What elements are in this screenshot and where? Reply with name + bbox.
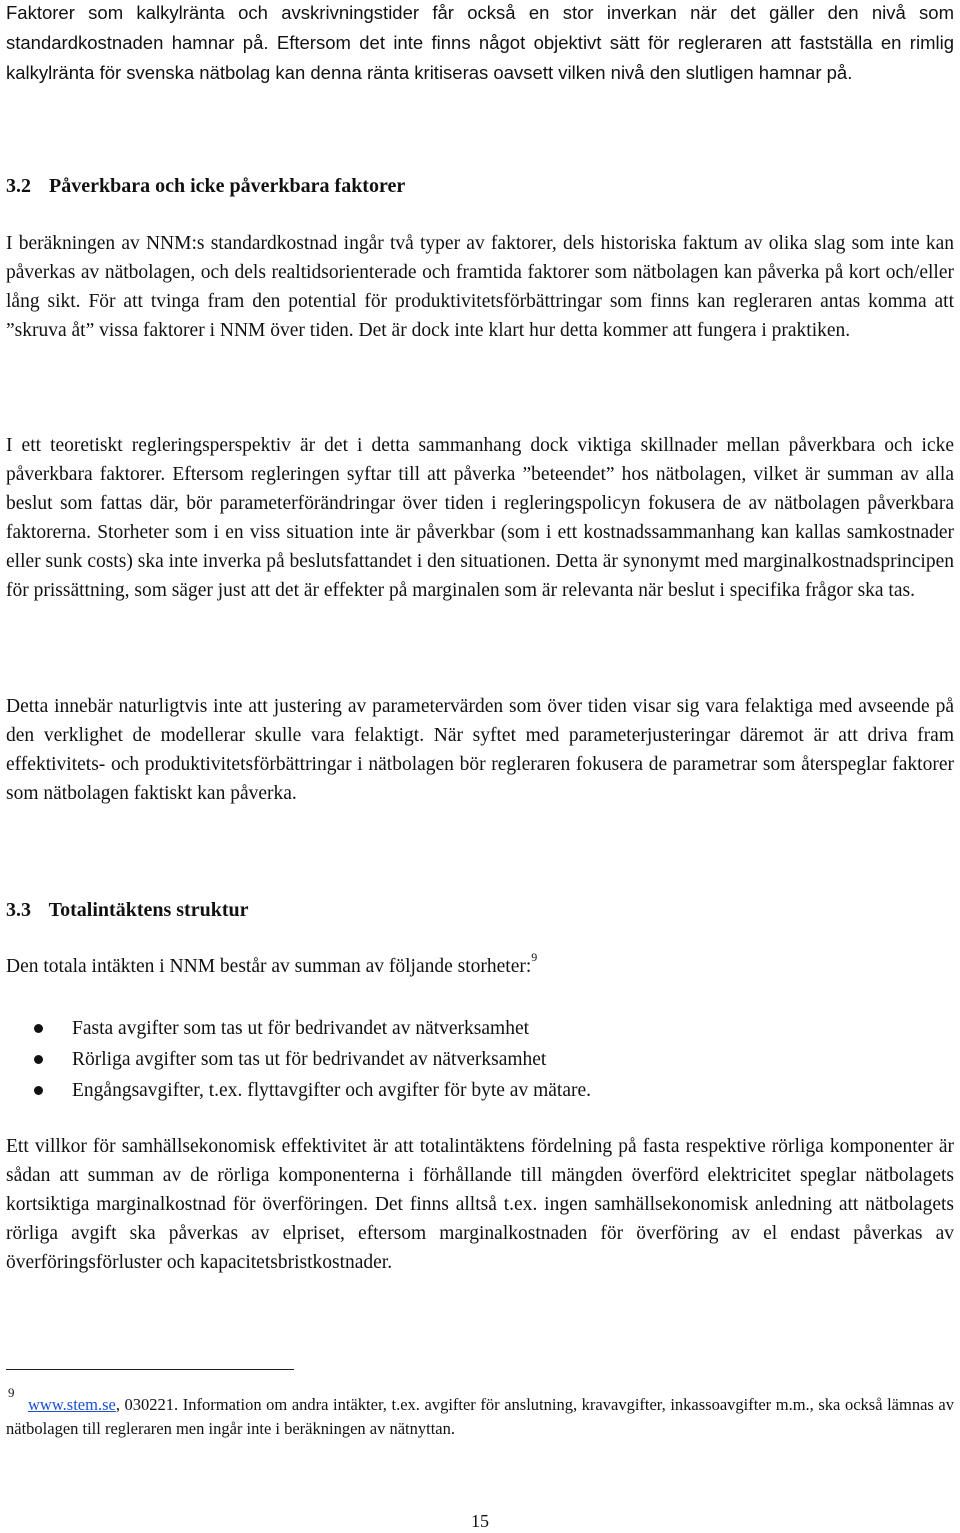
list-item [0,1044,960,1075]
footnote-link[interactable]: www.stem.se [28,1395,116,1414]
body-paragraph: Detta innebär naturligtvis inte att justering av parametervärden som över tiden visar sig vara felaktiga med avseende på den verklighet de modellerar skulle vara felaktigt. När syftet med parameterjusteringar däremot är att driva fram effektivitets- och produktivitetsförbättringar i nätbolagen bör regleraren fokusera de parametrar som återspeglar faktorer som nätbolagen faktiskt kan påverka. [6,696,954,804]
revenue-components-list [0,1013,960,1106]
lead-text: Den totala intäkten i NNM består av summan av följande storheter: [6,956,532,977]
footnote [6,1393,954,1441]
section-title: Påverkbara och icke påverkbara faktorer [49,175,406,197]
footnote-reference[interactable]: 9 [531,949,538,964]
footnote-text: , 030221. Information om andra intäkter, t.ex. avgifter för anslutning, kravavgifter, inkassoavgifter m.m., ska också lämnas av nätbolagen till regleraren men ingår inte i beräkningen av nätnyttan. [6,1395,954,1438]
footnote-number: 9 [8,1385,15,1400]
list-item-text: Engångsavgifter, t.ex. flyttavgifter och avgifter för byte av mätare. [72,1080,592,1101]
bullet-icon [34,1055,43,1064]
body-paragraph: Ett villkor för samhällsekonomisk effektivitet är att totalintäktens fördelning på fasta respektive rörliga komponenter är sådan att summan av de rörliga komponenterna i förhållande till mängden överförd elektricitet speglar nätbolagets kortsiktiga marginalkostnad för överföringen. Det finns alltså t.ex. ingen samhällsekonomisk anledning att nätbolagets rörliga avgift ska påverkas av elpriset, eftersom marginalkostnaden för överföring av el endast påverkas av överföringsförluster och kapacitetsbristkostnader. [6,1136,954,1273]
footnote-divider [6,1369,294,1370]
bullet-icon [34,1024,43,1033]
list-item [0,1013,960,1044]
intro-paragraph: Faktorer som kalkylränta och avskrivningstider får också en stor inverkan när det gäller den nivå som standardkostnaden hamnar på. Eftersom det inte finns något objektivt sätt för regleraren att fastställa en rimlig kalkylränta för svenska nätbolag kan denna ränta kritiseras oavsett vilken nivå den slutligen hamnar på. [6,2,954,83]
lead-paragraph [6,949,954,981]
section-title: Totalintäktens struktur [48,899,249,921]
body-paragraph: I ett teoretiskt regleringsperspektiv är det i detta sammanhang dock viktiga skillnader mellan påverkbara och icke påverkbara faktorer. Eftersom regleringen syftar till att påverka ”beteendet” hos nätbolagen, vilket är summan av alla beslut som fattas där, bör parameterförändringar över tiden i regleringspolicyn fokusera de av nätbolagen påverkbara faktorerna. Storheter som i en viss situation inte är påverkbar (som i ett kostnadssammanhang kan kallas samkostnader eller sunk costs) ska inte inverka på beslutsfattandet i den situationen. Detta är synonymt med marginalkostnadsprincipen för prissättning, som säger just att det är effekter på marginalen som är relevanta när beslut i specifika frågor ska tas. [6,435,954,601]
bullet-icon [34,1086,43,1095]
list-item-text: Fasta avgifter som tas ut för bedrivandet av nätverksamhet [72,1018,530,1039]
section-heading-3-3 [6,896,249,924]
section-heading-3-2 [6,172,405,200]
list-item [0,1075,960,1106]
section-number: 3.3 [6,899,31,921]
page-number: 15 [471,1511,489,1531]
body-paragraph: I beräkningen av NNM:s standardkostnad ingår två typer av faktorer, dels historiska faktum av olika slag som inte kan påverkas av nätbolagen, och dels realtidsorienterade och framtida faktorer som nätbolagen kan påverka på kort och/eller lång sikt. För att tvinga fram den potential för produktivitetsförbättringar som finns kan regleraren antas komma att ”skruva åt” vissa faktorer i NNM över tiden. Det är dock inte klart hur detta kommer att fungera i praktiken. [6,233,954,341]
section-number: 3.2 [6,175,31,197]
list-item-text: Rörliga avgifter som tas ut för bedrivandet av nätverksamhet [72,1049,547,1070]
